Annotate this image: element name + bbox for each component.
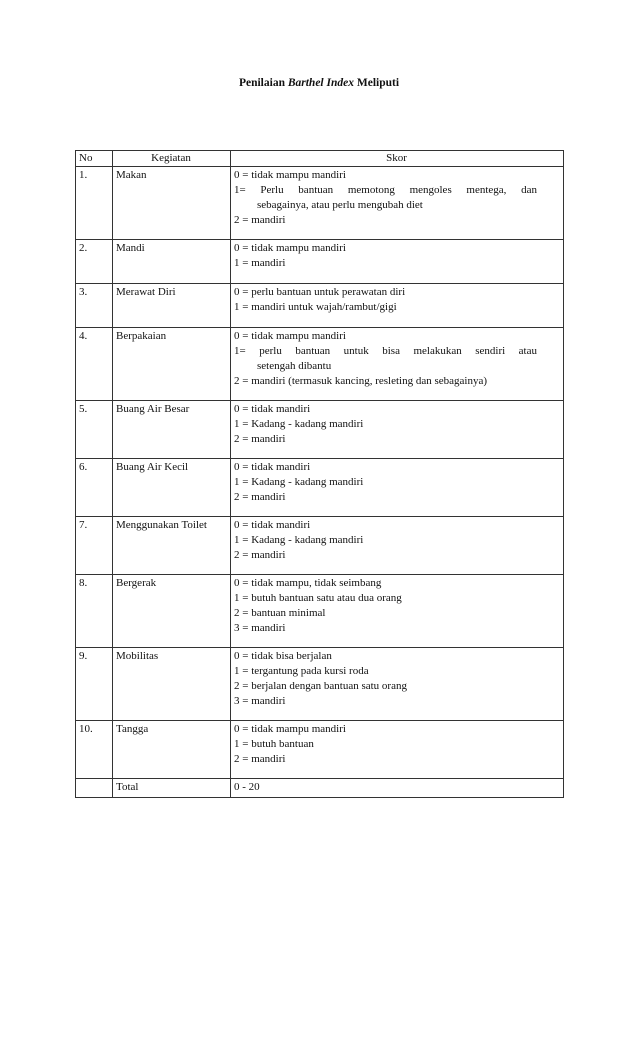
header-kegiatan: Kegiatan <box>113 151 231 167</box>
score-line: 1 = butuh bantuan <box>234 738 314 750</box>
cell-skor <box>231 779 564 798</box>
table-row <box>76 648 564 721</box>
score-line: 2 = berjalan dengan bantuan satu orang <box>234 680 407 692</box>
cell-skor <box>231 401 564 459</box>
cell-no: 8. <box>76 575 113 648</box>
title-suffix: Meliputi <box>353 77 400 89</box>
score-line: 0 = tidak mampu mandiri <box>234 242 346 254</box>
score-line: 2 = bantuan minimal <box>234 607 326 619</box>
cell-kegiatan: Bergerak <box>113 575 231 648</box>
table-row <box>76 721 564 779</box>
score-line: 2 = mandiri <box>234 753 286 765</box>
score-line: 0 = tidak mampu mandiri <box>234 723 346 735</box>
cell-skor <box>231 284 564 328</box>
cell-no: 9. <box>76 648 113 721</box>
cell-no: 2. <box>76 240 113 284</box>
cell-skor <box>231 648 564 721</box>
barthel-index-table <box>75 150 564 798</box>
header-skor: Skor <box>231 151 564 167</box>
page-title <box>0 77 638 89</box>
cell-skor <box>231 167 564 240</box>
score-line: 2 = mandiri <box>234 549 286 561</box>
cell-kegiatan: Merawat Diri <box>113 284 231 328</box>
score-line: sebagainya, atau perlu mengubah diet <box>257 199 423 211</box>
score-line: 1 = mandiri untuk wajah/rambut/gigi <box>234 301 397 313</box>
cell-no: 7. <box>76 517 113 575</box>
title-prefix: Penilaian <box>238 77 288 89</box>
table-row <box>76 517 564 575</box>
score-line: 2 = mandiri <box>234 214 286 226</box>
table-header-row <box>76 151 564 167</box>
cell-skor <box>231 575 564 648</box>
cell-kegiatan: Mobilitas <box>113 648 231 721</box>
score-line: 1= Perlu bantuan memotong mengoles mentega, dan <box>234 184 537 196</box>
table-row <box>76 328 564 401</box>
cell-no: 4. <box>76 328 113 401</box>
score-line: 1 = Kadang - kadang mandiri <box>234 476 364 488</box>
score-line: 2 = mandiri <box>234 433 286 445</box>
score-line: 0 = perlu bantuan untuk perawatan diri <box>234 286 406 298</box>
score-line: 1= perlu bantuan untuk bisa melakukan sendiri atau <box>234 345 537 357</box>
score-line: 0 = tidak mandiri <box>234 461 311 473</box>
cell-skor <box>231 517 564 575</box>
cell-kegiatan: Buang Air Kecil <box>113 459 231 517</box>
header-no: No <box>76 151 113 167</box>
score-line: 0 = tidak mampu, tidak seimbang <box>234 577 382 589</box>
score-line: 0 = tidak mampu mandiri <box>234 169 346 181</box>
score-line: 1 = tergantung pada kursi roda <box>234 665 369 677</box>
cell-kegiatan: Mandi <box>113 240 231 284</box>
cell-kegiatan: Tangga <box>113 721 231 779</box>
score-line: 1 = Kadang - kadang mandiri <box>234 534 364 546</box>
table-row <box>76 779 564 798</box>
cell-skor <box>231 240 564 284</box>
cell-kegiatan: Makan <box>113 167 231 240</box>
cell-no <box>76 779 113 798</box>
cell-kegiatan: Total <box>113 779 231 798</box>
cell-no: 10. <box>76 721 113 779</box>
table-row <box>76 401 564 459</box>
score-line: 0 = tidak mandiri <box>234 519 311 531</box>
score-line: 0 = tidak mampu mandiri <box>234 330 346 342</box>
score-line: 1 = mandiri <box>234 257 286 269</box>
table-body <box>76 167 564 798</box>
score-line: 1 = Kadang - kadang mandiri <box>234 418 364 430</box>
table-row <box>76 575 564 648</box>
score-line: 0 = tidak bisa berjalan <box>234 650 332 662</box>
cell-kegiatan: Menggunakan Toilet <box>113 517 231 575</box>
cell-no: 3. <box>76 284 113 328</box>
score-line: 2 = mandiri (termasuk kancing, resleting dan sebagainya) <box>234 375 488 387</box>
score-line: 2 = mandiri <box>234 491 286 503</box>
cell-skor <box>231 721 564 779</box>
score-line: 3 = mandiri <box>234 695 286 707</box>
table-row <box>76 240 564 284</box>
score-line: 0 = tidak mandiri <box>234 403 311 415</box>
cell-skor <box>231 459 564 517</box>
score-line: 0 - 20 <box>234 781 260 793</box>
score-line: setengah dibantu <box>257 360 332 372</box>
cell-kegiatan: Buang Air Besar <box>113 401 231 459</box>
cell-no: 1. <box>76 167 113 240</box>
cell-no: 5. <box>76 401 113 459</box>
score-line: 3 = mandiri <box>234 622 286 634</box>
table-row <box>76 167 564 240</box>
cell-kegiatan: Berpakaian <box>113 328 231 401</box>
table-row <box>76 459 564 517</box>
table-row <box>76 284 564 328</box>
score-line: 1 = butuh bantuan satu atau dua orang <box>234 592 402 604</box>
cell-skor <box>231 328 564 401</box>
title-italic: Barthel Index <box>287 77 354 89</box>
cell-no: 6. <box>76 459 113 517</box>
